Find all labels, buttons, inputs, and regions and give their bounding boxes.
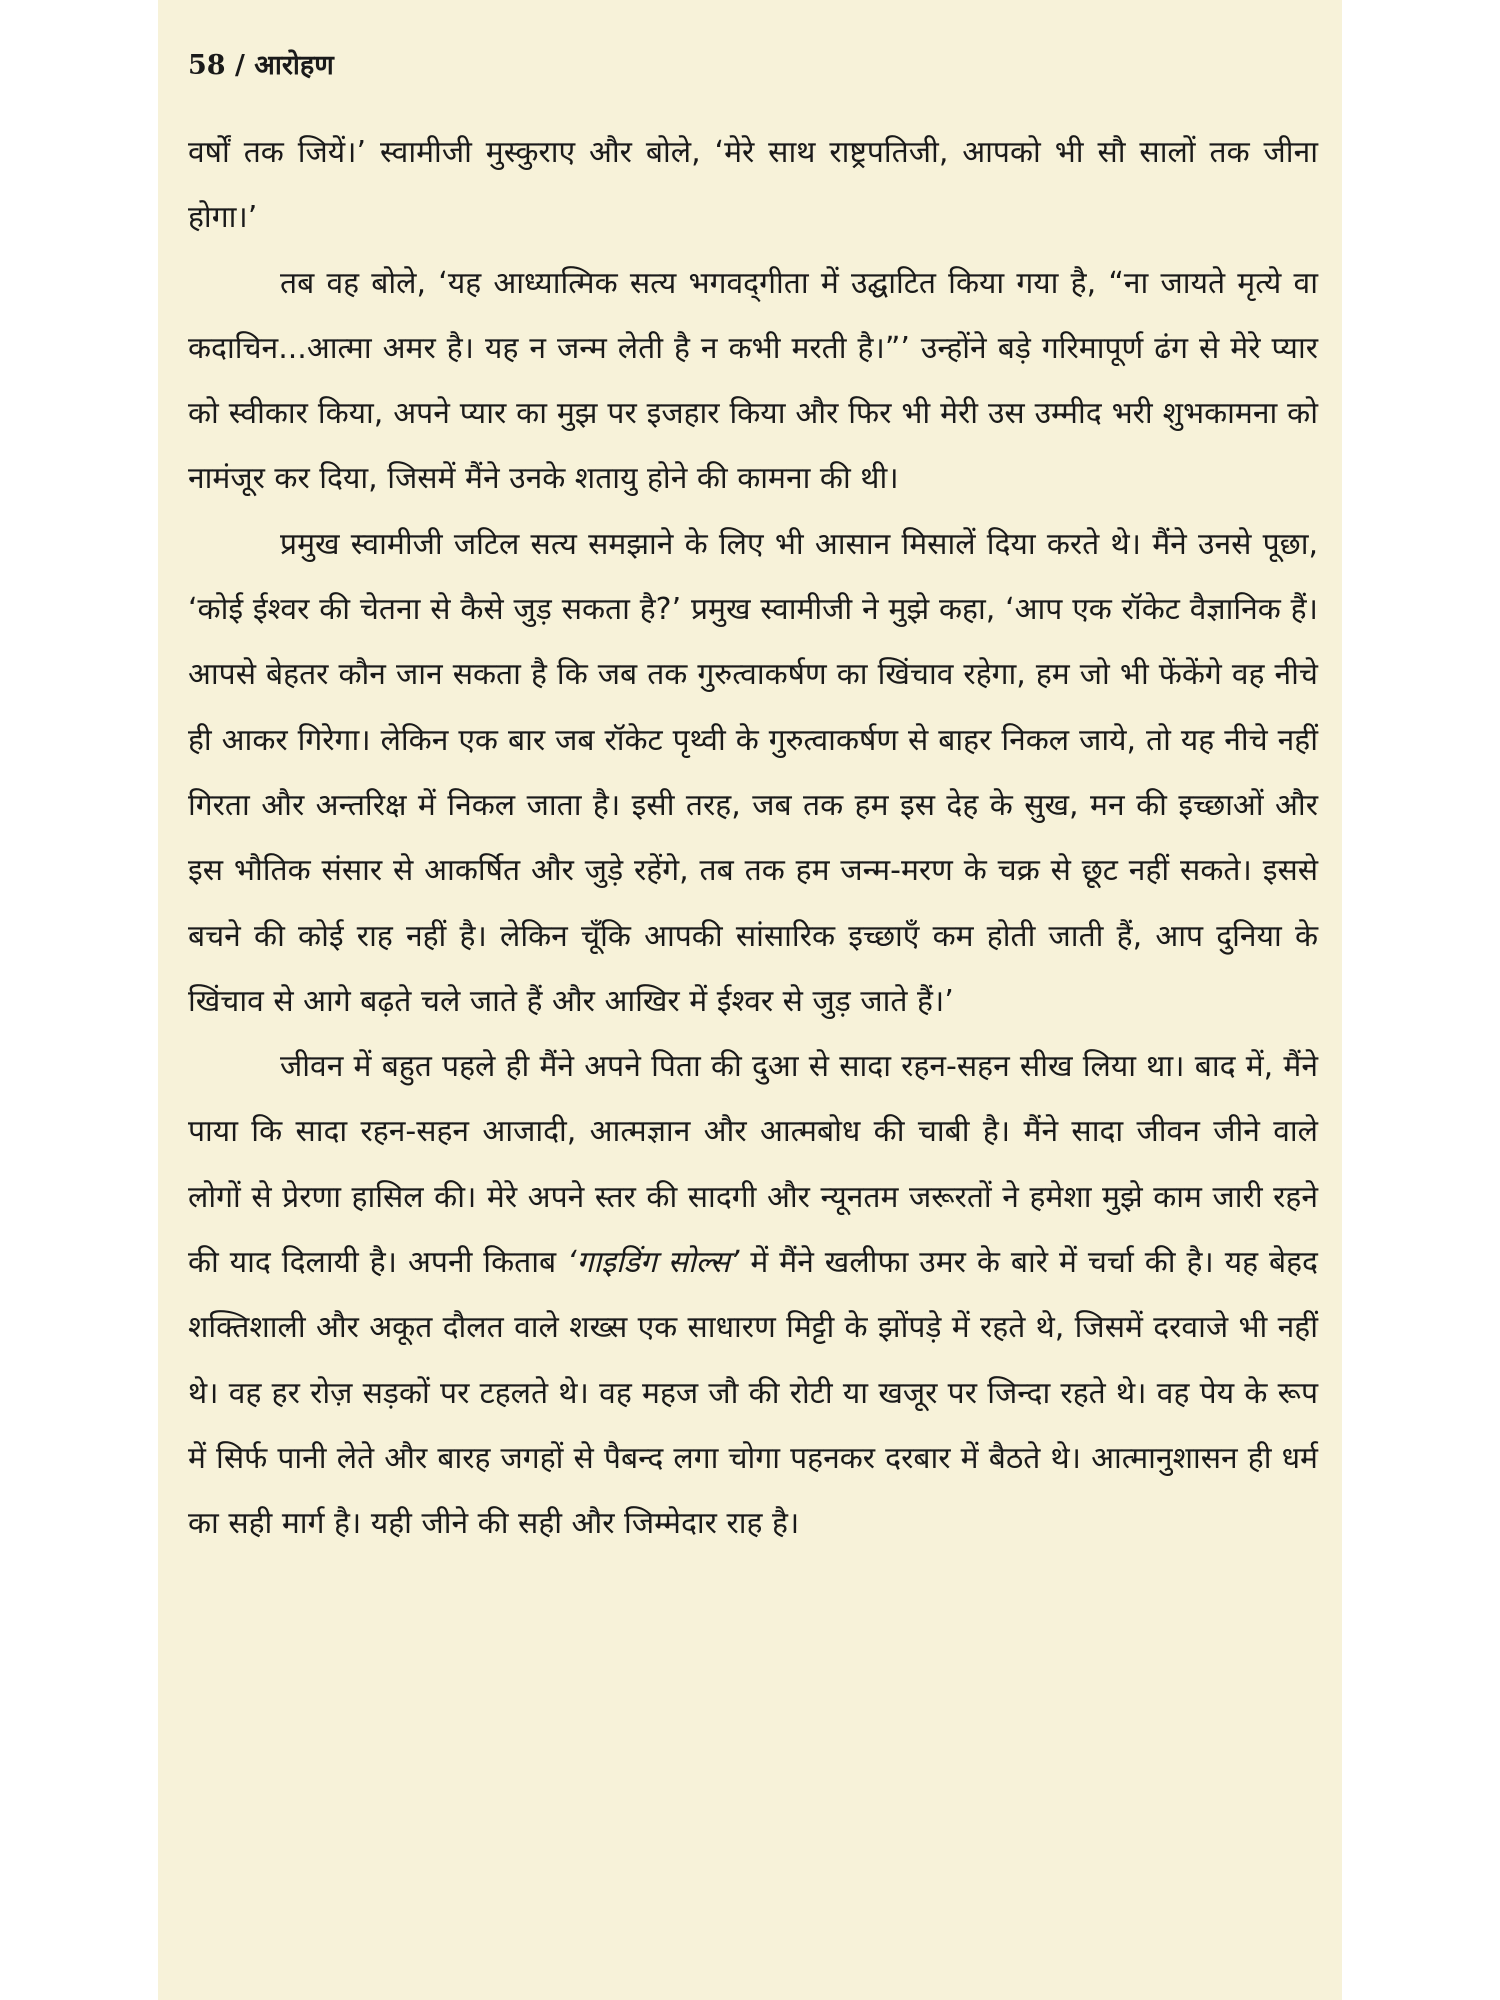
- paragraph-1-text: वर्षों तक जियें।’ स्वामीजी मुस्कुराए और बोले, ‘मेरे साथ राष्ट्रपतिजी, आपको भी सौ सालों तक जीना होगा।’: [188, 135, 1318, 236]
- paragraph-1: [188, 120, 1318, 251]
- page-number: 58: [188, 50, 226, 81]
- paragraph-3: [188, 512, 1318, 1034]
- running-book-title: आरोहण: [254, 50, 334, 81]
- paragraph-2: [188, 251, 1318, 512]
- book-page: [158, 0, 1342, 2000]
- cited-book-title: ‘गाइडिंग सोल्स’: [567, 1245, 740, 1281]
- paragraph-4: [188, 1034, 1318, 1556]
- paragraph-2-text: तब वह बोले, ‘यह आध्यात्मिक सत्य भगवद्‌गीता में उद्घाटित किया गया है, “ना जायते मृत्ये वा कदाचिन...आत्मा अमर है। यह न जन्म लेती है न कभी मरती है।”’ उन्होंने बड़े गरिमापूर्ण ढंग से मेरे प्यार को स्वीकार किया, अपने प्यार का मुझ पर इजहार किया और फिर भी मेरी उस उम्मीद भरी शुभकामना को नामंजूर कर दिया, जिसमें मैंने उनके शतायु होने की कामना की थी।: [188, 265, 1318, 497]
- paragraph-3-text: प्रमुख स्वामीजी जटिल सत्य समझाने के लिए भी आसान मिसालें दिया करते थे। मैंने उनसे पूछा, ‘कोई ईश्वर की चेतना से कैसे जुड़ सकता है?’ प्रमुख स्वामीजी ने मुझे कहा, ‘आप एक रॉकेट वैज्ञानिक हैं। आपसे बेहतर कौन जान सकता है कि जब तक गुरुत्वाकर्षण का खिंचाव रहेगा, हम जो भी फेंकेंगे वह नीचे ही आकर गिरेगा। लेकिन एक बार जब रॉकेट पृथ्वी के गुरुत्वाकर्षण से बाहर निकल जाये, तो यह नीचे नहीं गिरता और अन्तरिक्ष में निकल जाता है। इसी तरह, जब तक हम इस देह के सुख, मन की इच्छाओं और इस भौतिक संसार से आकर्षित और जुड़े रहेंगे, तब तक हम जन्म-मरण के चक्र से छूट नहीं सकते। इससे बचने की कोई राह नहीं है। लेकिन चूँकि आपकी सांसारिक इच्छाएँ कम होती जाती हैं, आप दुनिया के खिंचाव से आगे बढ़ते चले जाते हैं और आखिर में ईश्वर से जुड़ जाते हैं।’: [188, 526, 1318, 1019]
- running-header: [188, 46, 1318, 120]
- paragraph-4-text-before: जीवन में बहुत पहले ही मैंने अपने पिता की दुआ से सादा रहन-सहन सीख लिया था। बाद में, मैंने पाया कि सादा रहन-सहन आजादी, आत्मज्ञान और आत्मबोध की चाबी है। मैंने सादा जीवन जीने वाले लोगों से प्रेरणा हासिल की। मेरे अपने स्तर की सादगी और न्यूनतम जरूरतों ने हमेशा मुझे काम जारी रहने की याद दिलायी है। अपनी किताब: [188, 1049, 1318, 1281]
- paragraph-4-text-after: में मैंने खलीफा उमर के बारे में चर्चा की है। यह बेहद शक्तिशाली और अकूत दौलत वाले शख्स एक साधारण मिट्टी के झोंपड़े में रहते थे, जिसमें दरवाजे भी नहीं थे। वह हर रोज़ सड़कों पर टहलते थे। वह महज जौ की रोटी या खजूर पर जिन्दा रहते थे। वह पेय के रूप में सिर्फ पानी लेते और बारह जगहों से पैबन्द लगा चोगा पहनकर दरबार में बैठते थे। आत्मानुशासन ही धर्म का सही मार्ग है। यही जीने की सही और जिम्मेदार राह है।: [188, 1245, 1318, 1542]
- header-separator: /: [225, 50, 255, 81]
